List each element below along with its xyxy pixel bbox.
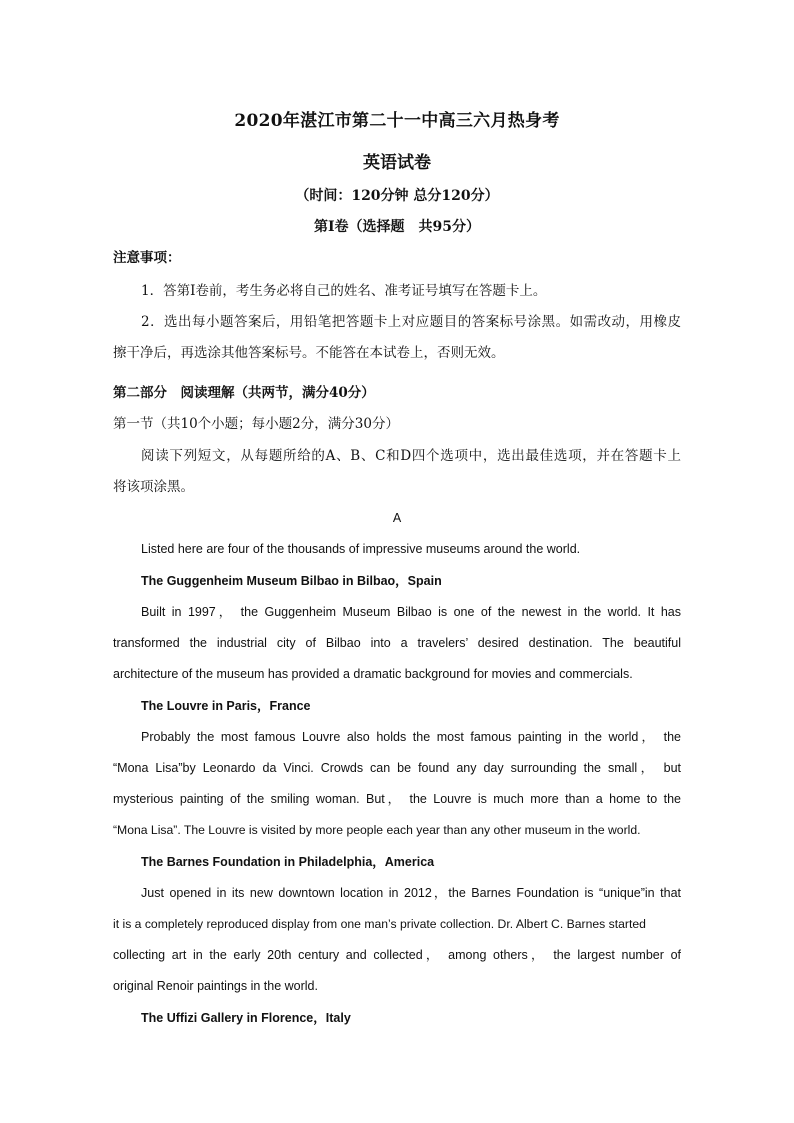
museum-2-line-3: mysterious painting of the smiling woman. But， the Louvre is much more than a home to the: [113, 792, 681, 806]
museum-3-line-3: collecting art in the early 20th century and collected， among others， the largest number of: [113, 948, 681, 962]
museum-3-title: The Barnes Foundation in Philadelphia，America: [141, 855, 435, 869]
museum-2-line-2: “Mona Lisa”by Leonardo da Vinci. Crowds can be found any day surrounding the small， but: [113, 761, 681, 775]
notes-item-1: 1．答第Ⅰ卷前，考生务必将自己的姓名、准考证号填写在答题卡上。: [141, 283, 547, 299]
passage-label: A: [392, 511, 402, 525]
museum-1-line-2: transformed the industrial city of Bilbao into a travelers’ desired destination. The beautiful: [113, 636, 681, 650]
notes-item-2-line-1: 2．选出每小题答案后，用铅笔把答题卡上对应题目的答案标号涂黑。如需改动，用橡皮: [141, 314, 681, 330]
notes-heading: 注意事项：: [113, 250, 181, 266]
passage-intro: Listed here are four of the thousands of impressive museums around the world.: [141, 542, 581, 556]
part2-heading: 第二部分 阅读理解（共两节，满分40分）: [113, 385, 375, 401]
instruction-line-2: 将该项涂黑。: [113, 479, 194, 495]
museum-2-title: The Louvre in Paris，France: [141, 699, 311, 713]
notes-item-2-line-2: 擦干净后，再选涂其他答案标号。不能答在本试卷上，否则无效。: [113, 345, 505, 361]
museum-3-line-2: it is a completely reproduced display from one man’s private collection. Dr. Albert C. Barnes started: [113, 917, 646, 931]
exam-title: 2020年湛江市第二十一中高三六月热身考: [234, 111, 560, 131]
museum-1-line-1: Built in 1997， the Guggenheim Museum Bilbao is one of the newest in the world. It has: [141, 605, 681, 619]
exam-time-info: （时间：120分钟 总分120分）: [295, 188, 499, 204]
museum-1-line-3: architecture of the museum has provided a dramatic background for movies and commercials.: [113, 667, 633, 681]
museum-2-line-4: “Mona Lisa”. The Louvre is visited by more people each year than any other museum in the world.: [113, 823, 641, 837]
section1-heading: 第一节（共10个小题；每小题2分，满分30分）: [113, 416, 399, 432]
museum-3-line-4: original Renoir paintings in the world.: [113, 979, 318, 993]
museum-2-line-1: Probably the most famous Louvre also holds the most famous painting in the world， the: [141, 730, 681, 744]
exam-subject: 英语试卷: [363, 153, 431, 173]
museum-4-title: The Uffizi Gallery in Florence，Italy: [141, 1011, 351, 1025]
instruction-line-1: 阅读下列短文，从每题所给的A、B、C和D四个选项中，选出最佳选项，并在答题卡上: [141, 448, 681, 464]
exam-volume-heading: 第Ⅰ卷（选择题 共95分）: [313, 219, 481, 235]
museum-1-title: The Guggenheim Museum Bilbao in Bilbao，Spain: [141, 574, 442, 588]
museum-3-line-1: Just opened in its new downtown location in 2012，the Barnes Foundation is “unique”in that: [141, 886, 681, 900]
